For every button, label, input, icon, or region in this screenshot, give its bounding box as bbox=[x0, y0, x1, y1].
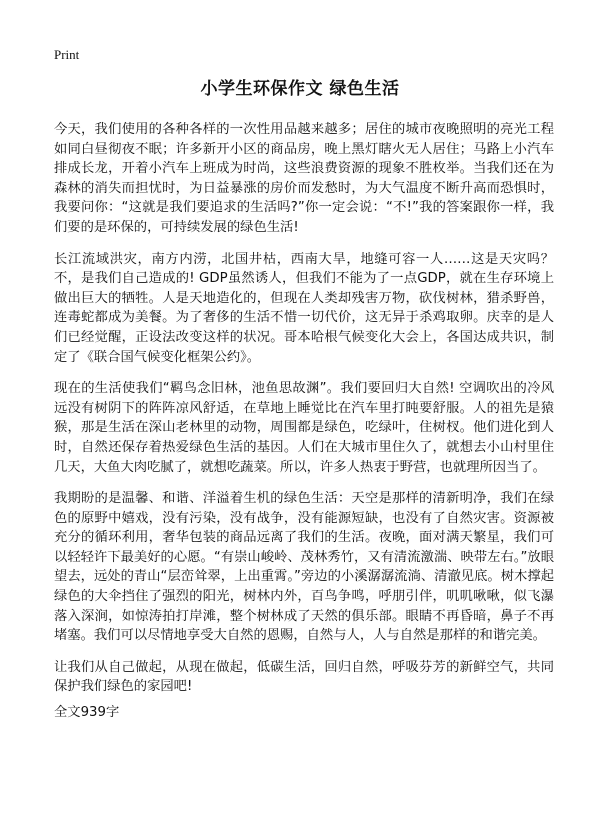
paragraph: 长江流域洪灾，南方内涝，北国井枯，西南大旱，地缝可容一人……这是天灾吗？不，是我们自己造成的! GDP虽然诱人，但我们不能为了一点GDP，就在生存环境上做出巨大的牺牲。人是天地造化的，但现在人类却残害万物，砍伐树林，猎杀野兽，连毒蛇都成为美餐。为了奢侈的生活不惜一切代价，这无异于杀鸡取卵。庆幸的是人们已经觉醒，正设法改变这样的状况。哥本哈根气候变化大会上，各国达成共识，制定了《联合国气候变化框架公约》。 bbox=[54, 251, 554, 365]
print-link[interactable]: Print bbox=[54, 47, 80, 62]
paragraph: 我期盼的是温馨、和谐、洋溢着生机的绿色生活：天空是那样的清新明净，我们在绿色的原野中嬉戏，没有污染，没有战争，没有能源短缺，也没有了自然灾害。资源被充分的循环利用，奢华包装的商品远离了我们的生活。夜晚，面对满天繁星，我们可以轻轻许下最美好的心愿。“有崇山峻岭、茂林秀竹，又有清流激湍、映带左右。”放眼望去，远处的青山“层峦耸翠，上出重霄。”旁边的小溪潺潺流淌、清澈见底。树木撑起绿色的大伞挡住了强烈的阳光，树林内外，百鸟争鸣，呼朋引伴，叽叽啾啾，似飞瀑落入深涧，如惊涛拍打岸滩，整个树林成了天然的俱乐部。眼睛不再昏暗，鼻子不再堵塞。我们可以尽情地享受大自然的恩赐，自然与人，人与自然是那样的和谐完美。 bbox=[54, 491, 554, 644]
page-title: 小学生环保作文 绿色生活 bbox=[200, 79, 400, 99]
word-count: 全文939字 bbox=[54, 705, 120, 720]
article-body bbox=[54, 120, 554, 709]
paragraph: 现在的生活使我们“羁鸟念旧林，池鱼思故渊”。我们要回归大自然! 空调吹出的冷风远没有树阴下的阵阵凉风舒适，在草地上睡觉比在汽车里打盹要舒服。人的祖先是猿猴，那是生活在深山老林里的动物，周围都是绿色，吃绿叶，住树杈。他们进化到人时，自然还保存着热爱绿色生活的基因。人们在大城市里住久了，就想去小山村里住几天，大鱼大肉吃腻了，就想吃蔬菜。所以，许多人热衷于野营，也就理所因当了。 bbox=[54, 381, 554, 475]
paragraph: 今天，我们使用的各种各样的一次性用品越来越多；居住的城市夜晚照明的亮光工程如同白昼彻夜不眠；许多新开小区的商品房，晚上黑灯瞎火无人居住；马路上小汽车排成长龙，开着小汽车上班成为时尚，这些浪费资源的现象不胜枚举。当我们还在为森林的消失而担忧时，为日益暴涨的房价而发愁时，为大气温度不断升高而恐惧时，我要问你：“这就是我们要追求的生活吗?”你一定会说：“不!”我的答案跟你一样，我们要的是环保的，可持续发展的绿色生活! bbox=[54, 122, 554, 235]
paragraph: 让我们从自己做起，从现在做起，低碳生活，回归自然，呼吸芬芳的新鲜空气，共同保护我们绿色的家园吧! bbox=[54, 659, 554, 695]
